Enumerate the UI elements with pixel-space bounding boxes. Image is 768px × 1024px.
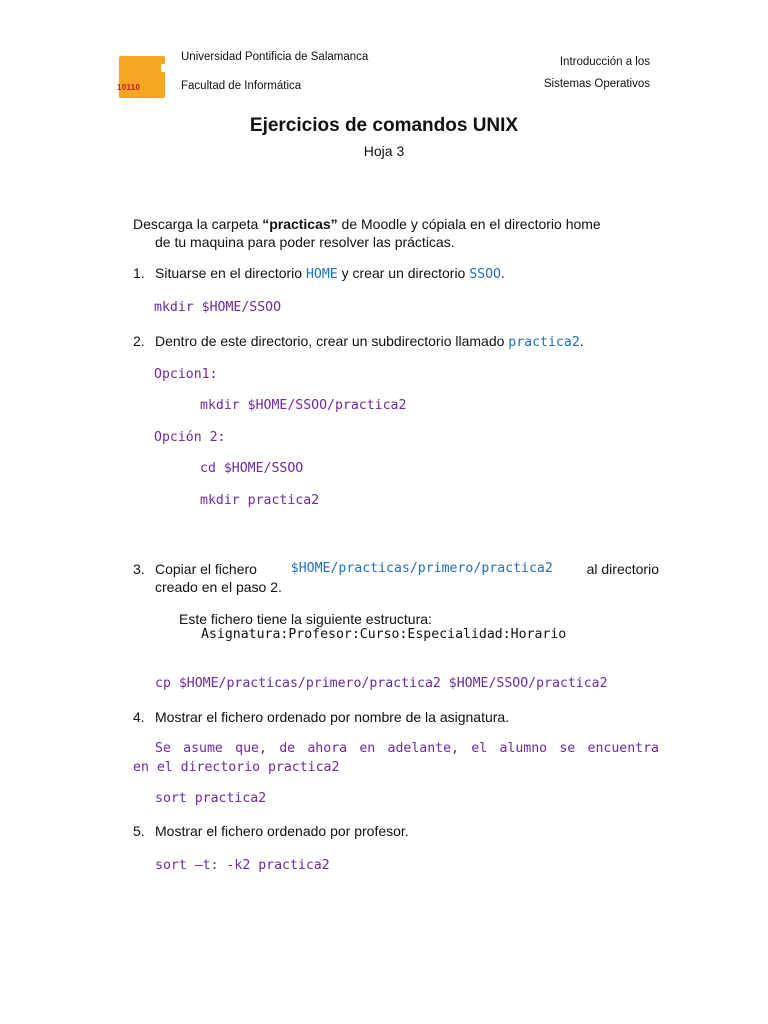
item-3-answer: cp $HOME/practicas/primero/practica2 $HOME/SSOO/practica2 [155, 676, 608, 691]
item-5-answer: sort –t: -k2 practica2 [155, 858, 330, 873]
item-2-option1-label: Opcion1: [154, 367, 218, 382]
page-title: Ejercicios de comandos UNIX [249, 115, 519, 136]
item-text: y crear un directorio [337, 265, 470, 281]
university-logo [119, 56, 165, 98]
item-text: . [501, 265, 505, 281]
course-name-line2: Sistemas Operativos [543, 78, 650, 90]
item-2-text [155, 332, 584, 352]
item-text: Copiar el fichero [155, 561, 257, 577]
intro-text: Descarga la carpeta [133, 216, 263, 232]
item-5-text: Mostrar el fichero ordenado por profesor. [155, 823, 409, 839]
item-4-number: 4. [133, 709, 145, 725]
item-text: Situarse en el directorio [155, 265, 306, 281]
item-4-text: Mostrar el fichero ordenado por nombre de la asignatura. [155, 709, 510, 725]
item-5-number: 5. [133, 823, 145, 839]
item-1-text [155, 264, 505, 284]
intro-line1 [133, 215, 601, 233]
item-3-text [155, 560, 659, 578]
page-subtitle: Hoja 3 [363, 143, 405, 159]
item-3-structure: Asignatura:Profesor:Curso:Especialidad:Horario [201, 627, 567, 642]
item-2-number: 2. [133, 333, 145, 349]
item-3-text-line2: creado en el paso 2. [155, 579, 282, 595]
course-name-line1: Introducción a los [559, 56, 650, 68]
item-text: Dentro de este directorio, crear un subdirectorio llamado [155, 333, 509, 349]
intro-text-end: de Moodle y cópiala en el directorio home [337, 216, 601, 232]
item-3-note: Este fichero tiene la siguiente estructura: [179, 611, 432, 627]
faculty-name: Facultad de Informática [181, 80, 302, 92]
item-1-answer: mkdir $HOME/SSOO [154, 300, 282, 315]
item-1-number: 1. [133, 265, 145, 281]
inline-code: $HOME/practicas/primero/practica2 [290, 561, 553, 576]
item-2-option2-label: Opción 2: [154, 430, 226, 445]
item-text: al directorio [586, 561, 659, 577]
university-name: Universidad Pontificia de Salamanca [181, 51, 369, 63]
item-4-note-line2: en el directorio practica2 [133, 760, 340, 775]
inline-code: practica2 [508, 335, 580, 350]
item-4-answer: sort practica2 [155, 791, 267, 806]
intro-line2: de tu maquina para poder resolver las prácticas. [155, 234, 455, 250]
inline-code: HOME [305, 267, 338, 282]
item-4-note-line1: Se asume que, de ahora en adelante, el alumno se encuentra [155, 741, 659, 756]
intro-bold: “practicas” [262, 216, 338, 232]
item-3-number: 3. [133, 561, 145, 577]
item-2-option1-command: mkdir $HOME/SSOO/practica2 [200, 398, 407, 413]
item-2-option2-command2: mkdir practica2 [200, 493, 320, 508]
item-2-option2-command1: cd $HOME/SSOO [200, 461, 304, 476]
inline-code: SSOO [469, 267, 501, 282]
item-text: . [579, 333, 584, 349]
logo-text: 10110 [117, 83, 141, 92]
